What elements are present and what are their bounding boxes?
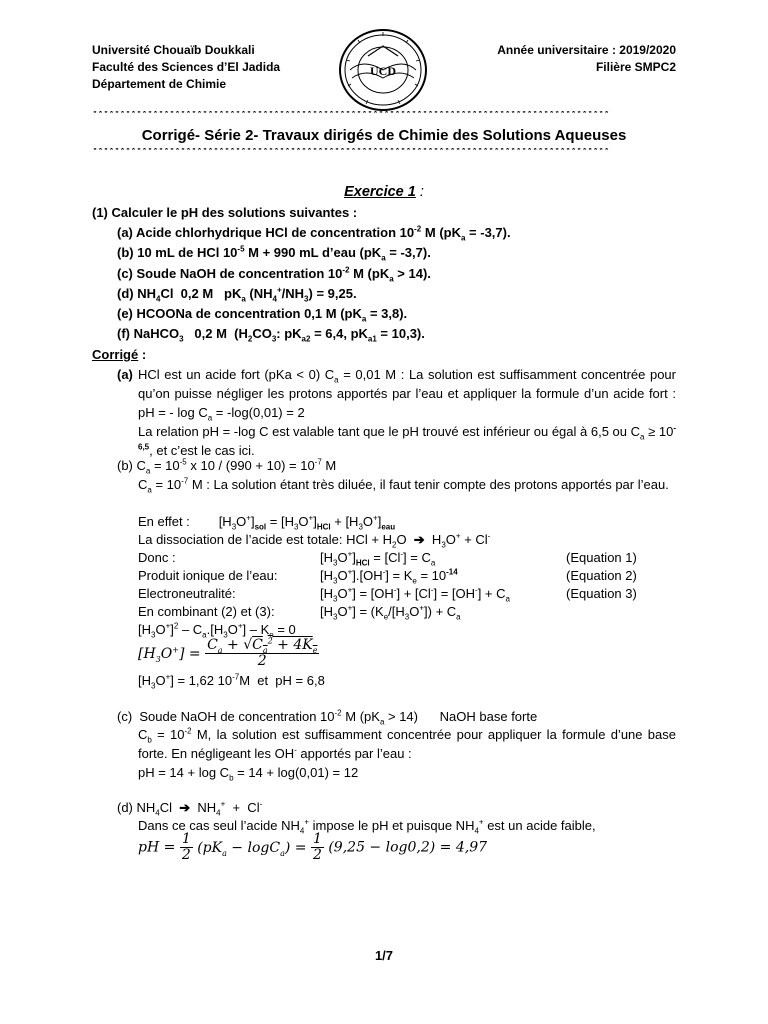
svg-text:UCD: UCD [370, 64, 396, 78]
answer-b-effect: En effet : $[H_3O^+]_{sol} = [H_3O^+]_{HCl} + [H_3O^+]_{eau}$ [138, 513, 396, 532]
eq2-label: Produit ionique de l’eau: [138, 568, 278, 583]
university-name: Université Chouaïb Doukkali [92, 43, 255, 57]
university-seal-logo [338, 28, 428, 112]
answer-c-result: pH = $14 + \log C_b = 14 + \log(0,01) = 12$ [138, 765, 359, 783]
separator-top: ********************************************************************************************** [92, 111, 610, 121]
eq3-formula: $[H_3O^+] = [OH^-] + [Cl^-] = [OH^-] + C_a$ [320, 585, 510, 604]
exercise-label: Exercice 1 [344, 184, 416, 200]
exercise-heading: Exercice 1 : [344, 184, 424, 200]
answer-b-text: $C_a = 10^{-7}$ M : La solution étant très diluée, il faut tenir compte des protons apportés par l’eau. [138, 476, 669, 495]
question-f: (f) NaHCO$_3$ 0,2 M ($H_2CO_3$: $pK_{a2} = 6,4$, $pK_{a1} = 10,3$). [117, 326, 425, 344]
university-info [92, 42, 280, 93]
question-c: (c) Soude NaOH de concentration $10^{-2}$ M $(pK_a > 14)$. [117, 265, 431, 284]
eq2-tag: (Equation 2) [566, 568, 637, 583]
answer-d-text: Dans ce cas seul l’acide $NH_4^+$ impose le pH et puisque $NH_4^+$ est un acide faible, [138, 817, 596, 836]
question-e: (e) HCOONa de concentration 0,1 M $(pK_a = 3,8)$. [117, 306, 408, 324]
faculty-name: Faculté des Sciences d’El Jadida [92, 60, 281, 74]
academic-info [497, 42, 676, 76]
answer-a-text: HCl est un acide fort (pKa < 0) $C_a = 0,01$ M : La solution est suffisamment concentrée pour qu’on puisse négliger les protons apportés par l’eau et appliquer la formule d’un acide fort : pH = - $\log C_a = -\log(0,01) = 2$ [138, 367, 676, 423]
department-name: Département de Chimie [92, 77, 227, 91]
answer-c-text: $C_b = 10^{-2}$ M, la solution est suffisamment concentrée pour appliquer la formule d’une base forte. En négligeant les OH- apportés par l’eau : [138, 726, 676, 761]
page-number: 1/7 [374, 948, 394, 963]
corrige-heading: Corrigé : [92, 347, 147, 362]
eq3-tag: (Equation 3) [566, 586, 637, 601]
question-intro: (1) Calculer le pH des solutions suivantes : [92, 205, 358, 220]
question-b: (b) 10 mL de HCl $10^{-5}$ M + 990 mL d’eau $(pK_a = -3,7)$. [117, 244, 431, 263]
academic-year: Année universitaire : 2019/2020 [497, 43, 676, 57]
answer-a-marker: (a) [117, 367, 133, 382]
answer-b-dissociation: La dissociation de l’acide est totale: HCl + $H_2O$ ➔ $H_3O^+ + Cl^-$ [138, 531, 491, 550]
eq1-tag: (Equation 1) [566, 550, 637, 565]
program-name: Filière SMPC2 [595, 60, 676, 74]
answer-a-note: La relation pH = -log C est valable tant que le pH trouvé est inférieur ou égal à 6,5 ou $C_a \ge 10^{-6,5}$, et c’est le cas ici. [138, 423, 676, 458]
eq1-label: Donc : [138, 550, 176, 565]
eq1-formula: $[H_3O^+]_{HCl} = [Cl^-] = C_a$ [320, 549, 436, 568]
answer-b-line1: (b) $C_a = 10^{-5}$ x $10 / (990 + 10) = 10^{-7}$ M [117, 457, 337, 476]
separator-bottom: ********************************************************************************************** [92, 148, 610, 158]
quadratic-solution: $[H_3O^+]$ = $\frac{C_a + √C_a^2 + 4K_e}{2}$ [138, 636, 318, 669]
quadratic-equation: $[H_3O^+]^2 - C_a.[H_3O^+] - K_e = 0$ [138, 621, 296, 640]
combine-formula: $[H_3O^+] = (K_e/[H_3O^+]) + C_a$ [320, 603, 461, 622]
answer-d-line1: (d) $NH_4Cl$ ➔ $NH_4^+ + Cl^-$ [117, 799, 263, 818]
question-d: (d) $NH_4Cl$ 0,2 M $pK_a$ $(NH_4^+/NH_3) = 9,25$. [117, 285, 357, 304]
answer-c-line1: (c) Soude NaOH de concentration $10^{-2}$ M $(pK_a > 14)$ NaOH base forte [117, 708, 538, 727]
document-title: Corrigé- Série 2- Travaux dirigés de Chimie des Solutions Aqueuses [141, 127, 627, 144]
question-a: (a) Acide chlorhydrique HCl de concentration $10^{-2}$ M $(pK_a = -3,7)$. [117, 224, 511, 243]
answer-d-formula: pH = $\frac{1}{2}$ $(pK_a - \log C_a)$ = $\frac{1}{2}$ (9,25 − log0,2) = 4,97 [138, 831, 488, 863]
combine-label: En combinant (2) et (3): [138, 604, 275, 619]
answer-b-result: $[H_3O^+] = 1,62$ $10^{-7}M$ et pH = 6,8 [138, 672, 325, 691]
eq3-label: Electroneutralité: [138, 586, 236, 601]
eq2-formula: $[H_3O^+].[OH^-] = K_e = 10^{-14}$ [320, 567, 458, 586]
